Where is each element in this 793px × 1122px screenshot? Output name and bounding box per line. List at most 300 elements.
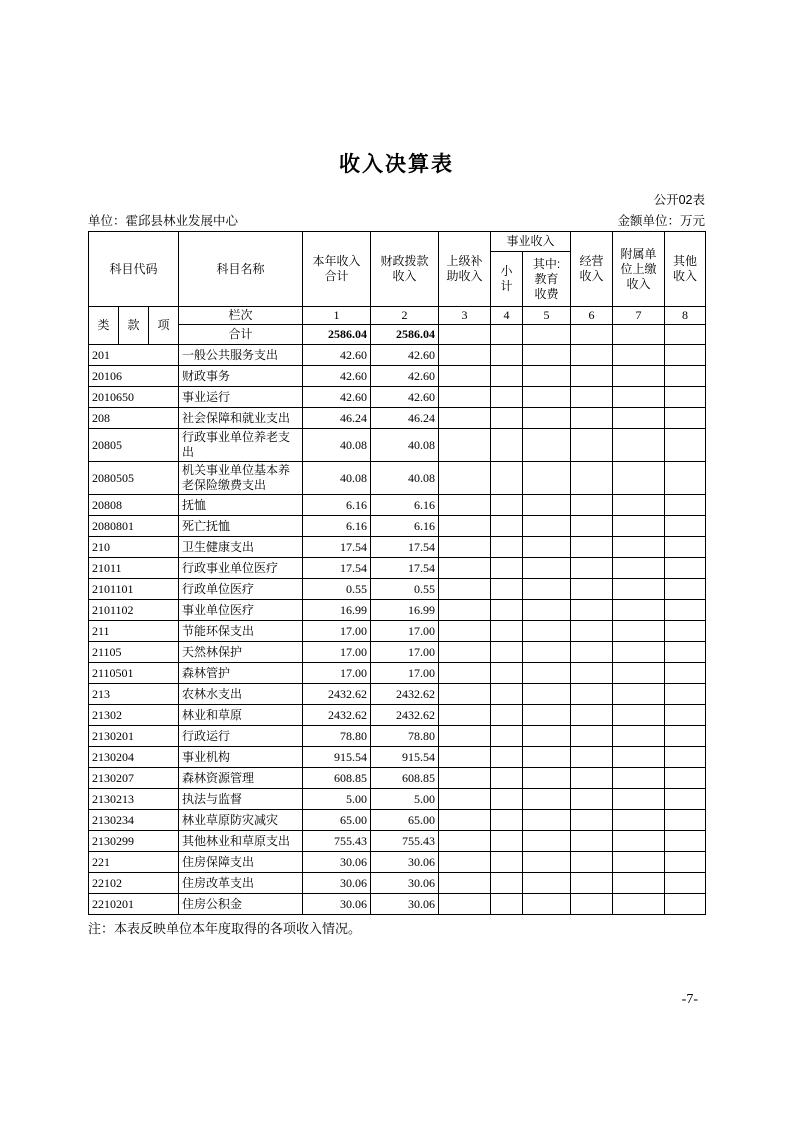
other-income-cell	[665, 558, 706, 579]
fiscal-appropriation-cell: 30.06	[371, 873, 439, 894]
other-income-cell	[665, 684, 706, 705]
business-subtotal-cell	[491, 462, 523, 495]
operating-income-cell	[571, 579, 613, 600]
operating-income-cell	[571, 789, 613, 810]
current-year-total-cell: 42.60	[303, 366, 371, 387]
fiscal-appropriation-cell: 0.55	[371, 579, 439, 600]
operating-income-cell	[571, 852, 613, 873]
affiliated-unit-cell	[613, 621, 665, 642]
education-fee-cell	[523, 642, 571, 663]
other-income-cell	[665, 462, 706, 495]
business-subtotal-cell	[491, 579, 523, 600]
current-year-total-cell: 30.06	[303, 852, 371, 873]
total-operating-income	[571, 325, 613, 345]
subject-name-cell: 林业和草原	[179, 705, 303, 726]
section-header: 款	[119, 307, 149, 345]
other-income-cell	[665, 747, 706, 768]
table-row	[89, 516, 706, 537]
affiliated-unit-header: 附属单位上缴收入	[613, 232, 665, 307]
subject-name-cell: 事业运行	[179, 387, 303, 408]
subject-name-cell: 机关事业单位基本养老保险缴费支出	[179, 462, 303, 495]
operating-income-cell	[571, 600, 613, 621]
current-year-total-cell: 755.43	[303, 831, 371, 852]
other-income-cell	[665, 894, 706, 915]
education-fee-cell	[523, 852, 571, 873]
superior-subsidy-cell	[439, 768, 491, 789]
subject-code-cell: 21302	[89, 705, 179, 726]
other-income-cell	[665, 345, 706, 366]
fiscal-appropriation-cell: 2432.62	[371, 705, 439, 726]
current-year-total-cell: 16.99	[303, 600, 371, 621]
column-index-label: 栏次	[179, 307, 303, 325]
fiscal-appropriation-cell: 17.00	[371, 663, 439, 684]
table-row	[89, 537, 706, 558]
subject-name-cell: 行政事业单位医疗	[179, 558, 303, 579]
column-index-3: 3	[439, 307, 491, 325]
column-index-4: 4	[491, 307, 523, 325]
other-income-cell	[665, 810, 706, 831]
table-row	[89, 345, 706, 366]
total-business-subtotal	[491, 325, 523, 345]
table-body	[89, 345, 706, 915]
affiliated-unit-cell	[613, 642, 665, 663]
subject-name-cell: 死亡抚恤	[179, 516, 303, 537]
current-year-total-header: 本年收入合计	[303, 232, 371, 307]
business-subtotal-cell	[491, 345, 523, 366]
other-income-cell	[665, 429, 706, 462]
education-fee-cell	[523, 663, 571, 684]
education-fee-cell	[523, 873, 571, 894]
subject-code-cell: 2110501	[89, 663, 179, 684]
business-subtotal-cell	[491, 621, 523, 642]
subject-name-cell: 其他林业和草原支出	[179, 831, 303, 852]
table-row	[89, 663, 706, 684]
subject-code-cell: 213	[89, 684, 179, 705]
other-income-cell	[665, 408, 706, 429]
education-fee-cell	[523, 894, 571, 915]
operating-income-cell	[571, 894, 613, 915]
other-income-cell	[665, 387, 706, 408]
business-subtotal-cell	[491, 366, 523, 387]
subject-name-cell: 卫生健康支出	[179, 537, 303, 558]
affiliated-unit-cell	[613, 810, 665, 831]
business-subtotal-cell	[491, 642, 523, 663]
subject-code-cell: 2130234	[89, 810, 179, 831]
total-other-income	[665, 325, 706, 345]
affiliated-unit-cell	[613, 537, 665, 558]
total-current-year: 2586.04	[303, 325, 371, 345]
affiliated-unit-cell	[613, 387, 665, 408]
education-fee-cell	[523, 495, 571, 516]
amount-unit-label: 金额单位：万元	[617, 214, 705, 228]
total-row-label: 合计	[179, 325, 303, 345]
operating-income-cell	[571, 747, 613, 768]
superior-subsidy-cell	[439, 495, 491, 516]
subject-code-cell: 2080505	[89, 462, 179, 495]
fiscal-appropriation-cell: 17.54	[371, 537, 439, 558]
affiliated-unit-cell	[613, 747, 665, 768]
subject-code-cell: 221	[89, 852, 179, 873]
column-index-5: 5	[523, 307, 571, 325]
business-subtotal-cell	[491, 387, 523, 408]
affiliated-unit-cell	[613, 495, 665, 516]
subject-code-cell: 2101101	[89, 579, 179, 600]
operating-income-cell	[571, 537, 613, 558]
fiscal-appropriation-cell: 17.00	[371, 621, 439, 642]
business-subtotal-cell	[491, 663, 523, 684]
fiscal-appropriation-cell: 6.16	[371, 495, 439, 516]
education-fee-cell	[523, 516, 571, 537]
operating-income-cell	[571, 831, 613, 852]
subject-name-cell: 事业单位医疗	[179, 600, 303, 621]
subject-name-cell: 天然林保护	[179, 642, 303, 663]
business-subtotal-cell	[491, 747, 523, 768]
superior-subsidy-cell	[439, 747, 491, 768]
subject-code-cell: 2010650	[89, 387, 179, 408]
fiscal-appropriation-cell: 42.60	[371, 366, 439, 387]
business-subtotal-cell	[491, 537, 523, 558]
education-fee-cell	[523, 810, 571, 831]
subject-code-cell: 20106	[89, 366, 179, 387]
subject-name-cell: 一般公共服务支出	[179, 345, 303, 366]
current-year-total-cell: 30.06	[303, 894, 371, 915]
subject-name-cell: 森林资源管理	[179, 768, 303, 789]
operating-income-cell	[571, 387, 613, 408]
affiliated-unit-cell	[613, 579, 665, 600]
table-row	[89, 705, 706, 726]
subject-code-cell: 2101102	[89, 600, 179, 621]
other-income-cell	[665, 495, 706, 516]
business-income-header: 事业收入	[491, 232, 571, 252]
column-index-8: 8	[665, 307, 706, 325]
subject-code-cell: 2130299	[89, 831, 179, 852]
operating-income-cell	[571, 705, 613, 726]
affiliated-unit-cell	[613, 894, 665, 915]
current-year-total-cell: 0.55	[303, 579, 371, 600]
affiliated-unit-cell	[613, 345, 665, 366]
education-fee-cell	[523, 747, 571, 768]
current-year-total-cell: 78.80	[303, 726, 371, 747]
operating-income-cell	[571, 642, 613, 663]
current-year-total-cell: 2432.62	[303, 705, 371, 726]
business-subtotal-cell	[491, 516, 523, 537]
subject-name-cell: 住房改革支出	[179, 873, 303, 894]
subject-code-cell: 20808	[89, 495, 179, 516]
table-row	[89, 642, 706, 663]
education-fee-cell	[523, 462, 571, 495]
table-row	[89, 831, 706, 852]
unit-label: 单位：霍邱县林业发展中心	[88, 214, 239, 228]
operating-income-cell	[571, 726, 613, 747]
header-row-1	[89, 232, 706, 252]
fiscal-appropriation-cell: 40.08	[371, 429, 439, 462]
superior-subsidy-cell	[439, 873, 491, 894]
superior-subsidy-cell	[439, 684, 491, 705]
total-affiliated-unit	[613, 325, 665, 345]
current-year-total-cell: 5.00	[303, 789, 371, 810]
operating-income-cell	[571, 462, 613, 495]
column-index-7: 7	[613, 307, 665, 325]
affiliated-unit-cell	[613, 366, 665, 387]
table-row	[89, 894, 706, 915]
current-year-total-cell: 40.08	[303, 429, 371, 462]
affiliated-unit-cell	[613, 768, 665, 789]
subject-code-cell: 2210201	[89, 894, 179, 915]
operating-income-cell	[571, 345, 613, 366]
superior-subsidy-cell	[439, 579, 491, 600]
current-year-total-cell: 608.85	[303, 768, 371, 789]
operating-income-cell	[571, 873, 613, 894]
affiliated-unit-cell	[613, 873, 665, 894]
table-row	[89, 873, 706, 894]
current-year-total-cell: 17.00	[303, 642, 371, 663]
current-year-total-cell: 17.54	[303, 537, 371, 558]
total-fiscal-appropriation: 2586.04	[371, 325, 439, 345]
subject-code-cell: 208	[89, 408, 179, 429]
subject-code-cell: 20805	[89, 429, 179, 462]
business-subtotal-cell	[491, 726, 523, 747]
affiliated-unit-cell	[613, 429, 665, 462]
subject-name-cell: 森林管护	[179, 663, 303, 684]
education-fee-cell	[523, 366, 571, 387]
subject-name-cell: 社会保障和就业支出	[179, 408, 303, 429]
operating-income-cell	[571, 429, 613, 462]
table-row	[89, 726, 706, 747]
other-income-cell	[665, 516, 706, 537]
subject-name-cell: 财政事务	[179, 366, 303, 387]
fiscal-appropriation-cell: 17.00	[371, 642, 439, 663]
operating-income-header: 经营收入	[571, 232, 613, 307]
fiscal-appropriation-cell: 30.06	[371, 894, 439, 915]
current-year-total-cell: 30.06	[303, 873, 371, 894]
business-subtotal-cell	[491, 684, 523, 705]
affiliated-unit-cell	[613, 408, 665, 429]
business-subtotal-cell	[491, 705, 523, 726]
operating-income-cell	[571, 408, 613, 429]
subject-code-cell: 2130213	[89, 789, 179, 810]
subject-code-cell: 201	[89, 345, 179, 366]
other-income-cell	[665, 579, 706, 600]
table-row	[89, 768, 706, 789]
current-year-total-cell: 17.00	[303, 621, 371, 642]
fiscal-appropriation-cell: 78.80	[371, 726, 439, 747]
superior-subsidy-cell	[439, 705, 491, 726]
affiliated-unit-cell	[613, 852, 665, 873]
subject-name-cell: 抚恤	[179, 495, 303, 516]
meta-row	[88, 211, 705, 229]
table-row	[89, 366, 706, 387]
subject-name-cell: 住房公积金	[179, 894, 303, 915]
superior-subsidy-cell	[439, 789, 491, 810]
superior-subsidy-cell	[439, 642, 491, 663]
business-subtotal-cell	[491, 600, 523, 621]
business-subtotal-cell	[491, 810, 523, 831]
affiliated-unit-cell	[613, 600, 665, 621]
table-row	[89, 495, 706, 516]
fiscal-appropriation-cell: 42.60	[371, 387, 439, 408]
superior-subsidy-cell	[439, 600, 491, 621]
subject-name-cell: 行政运行	[179, 726, 303, 747]
table-row	[89, 600, 706, 621]
column-index-2: 2	[371, 307, 439, 325]
education-fee-cell	[523, 537, 571, 558]
subject-code-cell: 21011	[89, 558, 179, 579]
current-year-total-cell: 6.16	[303, 495, 371, 516]
other-income-cell	[665, 831, 706, 852]
table-row	[89, 429, 706, 462]
education-fee-cell	[523, 387, 571, 408]
affiliated-unit-cell	[613, 684, 665, 705]
superior-subsidy-header: 上级补助收入	[439, 232, 491, 307]
business-subtotal-cell	[491, 495, 523, 516]
table-row	[89, 789, 706, 810]
current-year-total-cell: 42.60	[303, 387, 371, 408]
table-row	[89, 810, 706, 831]
total-row	[89, 325, 706, 345]
page-number: -7-	[681, 992, 698, 1007]
education-fee-cell	[523, 621, 571, 642]
table-row	[89, 558, 706, 579]
subject-code-cell: 2130207	[89, 768, 179, 789]
subject-name-cell: 行政单位医疗	[179, 579, 303, 600]
operating-income-cell	[571, 558, 613, 579]
fiscal-appropriation-cell: 46.24	[371, 408, 439, 429]
operating-income-cell	[571, 495, 613, 516]
other-income-cell	[665, 852, 706, 873]
column-index-6: 6	[571, 307, 613, 325]
affiliated-unit-cell	[613, 831, 665, 852]
table-note: 注：本表反映单位本年度取得的各项收入情况。	[88, 921, 362, 936]
subject-code-cell: 2130204	[89, 747, 179, 768]
business-subtotal-cell	[491, 873, 523, 894]
other-income-cell	[665, 873, 706, 894]
affiliated-unit-cell	[613, 726, 665, 747]
superior-subsidy-cell	[439, 831, 491, 852]
other-income-cell	[665, 642, 706, 663]
affiliated-unit-cell	[613, 663, 665, 684]
fiscal-appropriation-cell: 915.54	[371, 747, 439, 768]
affiliated-unit-cell	[613, 705, 665, 726]
fiscal-appropriation-header: 财政拨款收入	[371, 232, 439, 307]
education-fee-header: 其中:教育收费	[523, 252, 571, 307]
subject-name-cell: 执法与监督	[179, 789, 303, 810]
fiscal-appropriation-cell: 755.43	[371, 831, 439, 852]
other-income-cell	[665, 366, 706, 387]
current-year-total-cell: 42.60	[303, 345, 371, 366]
other-income-cell	[665, 663, 706, 684]
fiscal-appropriation-cell: 5.00	[371, 789, 439, 810]
table-row	[89, 621, 706, 642]
column-index-row	[89, 307, 706, 325]
superior-subsidy-cell	[439, 726, 491, 747]
education-fee-cell	[523, 558, 571, 579]
operating-income-cell	[571, 516, 613, 537]
business-subtotal-cell	[491, 852, 523, 873]
table-row	[89, 408, 706, 429]
operating-income-cell	[571, 663, 613, 684]
current-year-total-cell: 2432.62	[303, 684, 371, 705]
subject-code-cell: 2080801	[89, 516, 179, 537]
superior-subsidy-cell	[439, 462, 491, 495]
fiscal-appropriation-cell: 2432.62	[371, 684, 439, 705]
subject-code-cell: 210	[89, 537, 179, 558]
operating-income-cell	[571, 768, 613, 789]
education-fee-cell	[523, 789, 571, 810]
fiscal-appropriation-cell: 40.08	[371, 462, 439, 495]
education-fee-cell	[523, 831, 571, 852]
subject-code-header: 科目代码	[89, 232, 179, 307]
business-subtotal-cell	[491, 831, 523, 852]
fiscal-appropriation-cell: 6.16	[371, 516, 439, 537]
affiliated-unit-cell	[613, 462, 665, 495]
other-income-header: 其他收入	[665, 232, 706, 307]
education-fee-cell	[523, 345, 571, 366]
class-header: 类	[89, 307, 119, 345]
superior-subsidy-cell	[439, 537, 491, 558]
current-year-total-cell: 46.24	[303, 408, 371, 429]
table-row	[89, 852, 706, 873]
subject-code-cell: 22102	[89, 873, 179, 894]
superior-subsidy-cell	[439, 894, 491, 915]
subject-name-cell: 行政事业单位养老支出	[179, 429, 303, 462]
superior-subsidy-cell	[439, 810, 491, 831]
superior-subsidy-cell	[439, 387, 491, 408]
fiscal-appropriation-cell: 42.60	[371, 345, 439, 366]
current-year-total-cell: 40.08	[303, 462, 371, 495]
operating-income-cell	[571, 366, 613, 387]
affiliated-unit-cell	[613, 789, 665, 810]
affiliated-unit-cell	[613, 516, 665, 537]
superior-subsidy-cell	[439, 345, 491, 366]
superior-subsidy-cell	[439, 429, 491, 462]
fiscal-appropriation-cell: 65.00	[371, 810, 439, 831]
other-income-cell	[665, 600, 706, 621]
other-income-cell	[665, 705, 706, 726]
superior-subsidy-cell	[439, 366, 491, 387]
table-row	[89, 684, 706, 705]
subject-name-cell: 林业草原防灾减灾	[179, 810, 303, 831]
education-fee-cell	[523, 429, 571, 462]
fiscal-appropriation-cell: 17.54	[371, 558, 439, 579]
superior-subsidy-cell	[439, 558, 491, 579]
subject-code-cell: 2130201	[89, 726, 179, 747]
other-income-cell	[665, 789, 706, 810]
subject-name-cell: 住房保障支出	[179, 852, 303, 873]
business-subtotal-cell	[491, 768, 523, 789]
affiliated-unit-cell	[613, 558, 665, 579]
business-subtotal-cell	[491, 429, 523, 462]
education-fee-cell	[523, 726, 571, 747]
superior-subsidy-cell	[439, 663, 491, 684]
superior-subsidy-cell	[439, 621, 491, 642]
item-header: 项	[149, 307, 179, 345]
subject-name-cell: 节能环保支出	[179, 621, 303, 642]
other-income-cell	[665, 537, 706, 558]
operating-income-cell	[571, 810, 613, 831]
total-superior-subsidy	[439, 325, 491, 345]
page-title: 收入决算表	[339, 153, 454, 176]
education-fee-cell	[523, 705, 571, 726]
operating-income-cell	[571, 621, 613, 642]
other-income-cell	[665, 768, 706, 789]
fiscal-appropriation-cell: 608.85	[371, 768, 439, 789]
superior-subsidy-cell	[439, 516, 491, 537]
table-row	[89, 579, 706, 600]
table-row	[89, 462, 706, 495]
superior-subsidy-cell	[439, 408, 491, 429]
education-fee-cell	[523, 684, 571, 705]
other-income-cell	[665, 726, 706, 747]
